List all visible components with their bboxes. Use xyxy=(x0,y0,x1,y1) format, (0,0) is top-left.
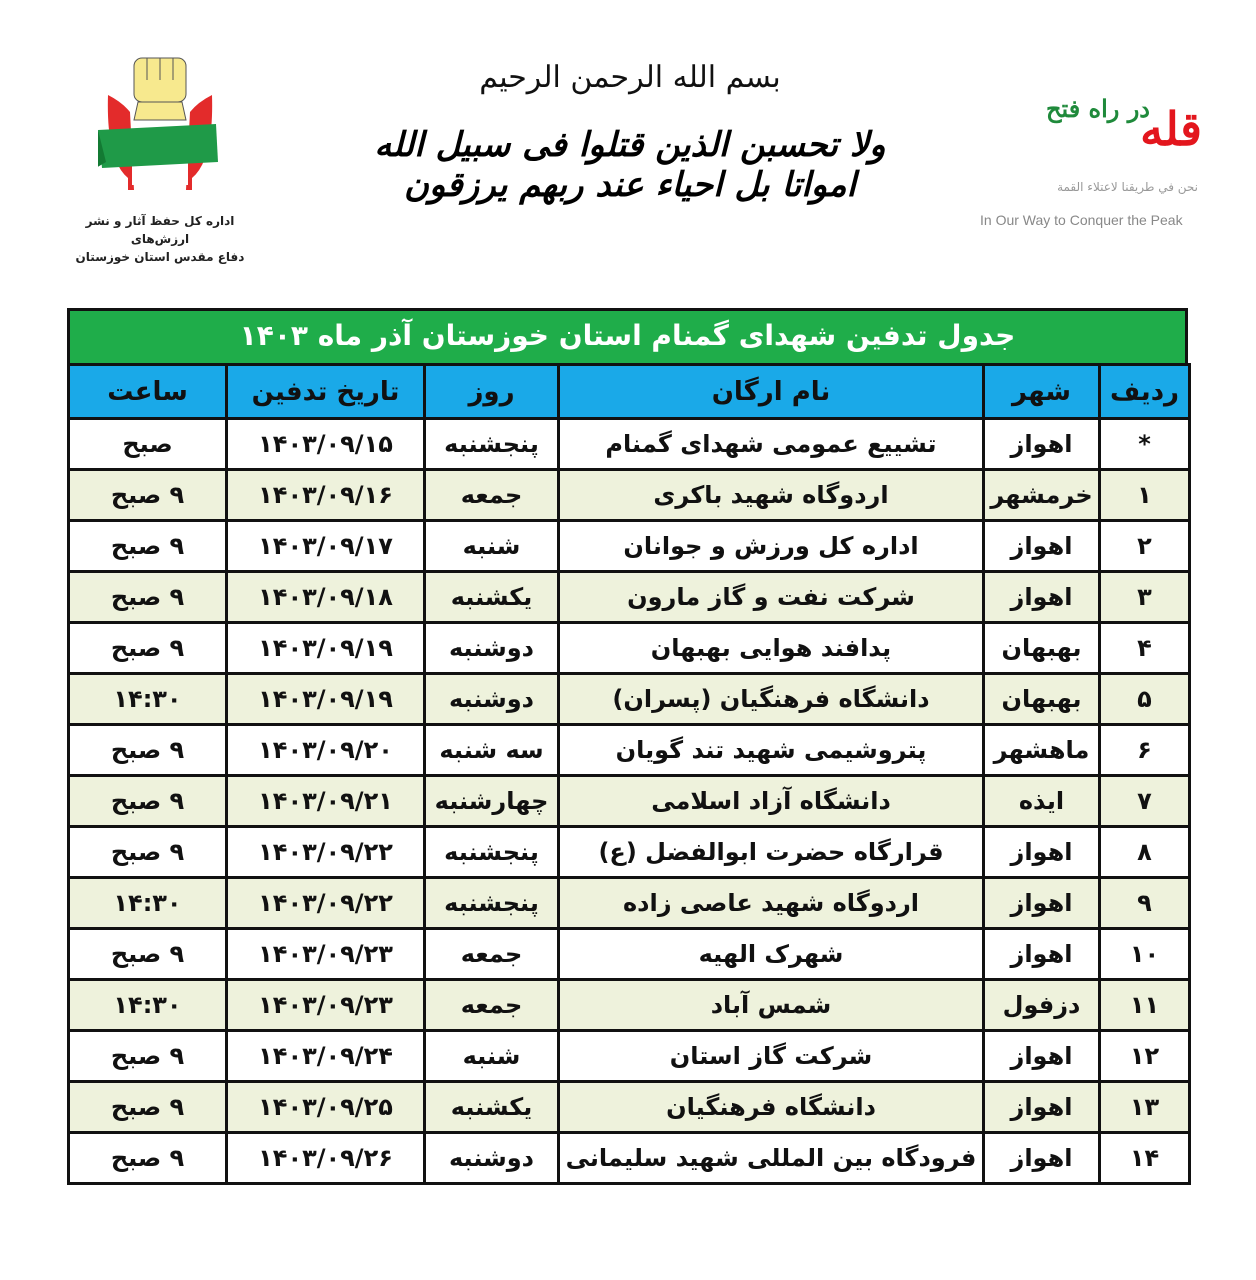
table-row xyxy=(69,929,1190,980)
cell-city: بهبهان xyxy=(984,674,1100,725)
table-row xyxy=(69,1082,1190,1133)
cell-date: ۱۴۰۳/۰۹/۱۵ xyxy=(227,419,425,470)
campaign-slogan-arabic: نحن في طريقنا لاعتلاء القمة xyxy=(1057,180,1198,194)
cell-city: اهواز xyxy=(984,1082,1100,1133)
cell-day: یکشنبه xyxy=(425,572,559,623)
table-row xyxy=(69,878,1190,929)
table-body xyxy=(69,419,1190,1184)
cell-day: پنجشنبه xyxy=(425,827,559,878)
calligraphy-heading xyxy=(340,40,920,240)
table-row xyxy=(69,674,1190,725)
cell-org: اداره کل ورزش و جوانان xyxy=(559,521,984,572)
cell-date: ۱۴۰۳/۰۹/۲۴ xyxy=(227,1031,425,1082)
cell-day: پنجشنبه xyxy=(425,878,559,929)
cell-day: جمعه xyxy=(425,980,559,1031)
cell-date: ۱۴۰۳/۰۹/۱۷ xyxy=(227,521,425,572)
cell-city: دزفول xyxy=(984,980,1100,1031)
cell-city: اهواز xyxy=(984,1133,1100,1184)
cell-day: دوشنبه xyxy=(425,623,559,674)
cell-day: سه شنبه xyxy=(425,725,559,776)
cell-org: شمس آباد xyxy=(559,980,984,1031)
bismillah-text: بسم الله الرحمن الرحیم xyxy=(479,60,781,95)
cell-city: اهواز xyxy=(984,572,1100,623)
cell-date: ۱۴۰۳/۰۹/۲۱ xyxy=(227,776,425,827)
cell-city: اهواز xyxy=(984,1031,1100,1082)
campaign-slogan-green: در راه فتح xyxy=(1045,94,1150,123)
cell-city: ماهشهر xyxy=(984,725,1100,776)
table-row xyxy=(69,980,1190,1031)
cell-row: ۲ xyxy=(1100,521,1190,572)
org-name xyxy=(60,212,260,266)
cell-date: ۱۴۰۳/۰۹/۱۸ xyxy=(227,572,425,623)
cell-org: فرودگاه بین المللی شهید سلیمانی xyxy=(559,1133,984,1184)
cell-row: ۱۲ xyxy=(1100,1031,1190,1082)
cell-row: ۱۴ xyxy=(1100,1133,1190,1184)
table-row xyxy=(69,725,1190,776)
cell-day: دوشنبه xyxy=(425,1133,559,1184)
cell-day: دوشنبه xyxy=(425,674,559,725)
cell-time: ۹ صبح xyxy=(69,776,227,827)
cell-row: ۱ xyxy=(1100,470,1190,521)
cell-row: ۱۳ xyxy=(1100,1082,1190,1133)
cell-time: ۹ صبح xyxy=(69,827,227,878)
cell-org: دانشگاه آزاد اسلامی xyxy=(559,776,984,827)
cell-time: ۹ صبح xyxy=(69,470,227,521)
page-header xyxy=(0,0,1256,300)
cell-date: ۱۴۰۳/۰۹/۱۹ xyxy=(227,623,425,674)
cell-org: شرکت گاز استان xyxy=(559,1031,984,1082)
table-header-row xyxy=(69,365,1190,419)
burial-schedule-table xyxy=(67,308,1188,1185)
cell-time: ۱۴:۳۰ xyxy=(69,878,227,929)
cell-org: پدافند هوایی بهبهان xyxy=(559,623,984,674)
cell-date: ۱۴۰۳/۰۹/۲۶ xyxy=(227,1133,425,1184)
column-header-day: روز xyxy=(425,365,559,419)
cell-time: ۹ صبح xyxy=(69,1031,227,1082)
cell-time: ۹ صبح xyxy=(69,572,227,623)
cell-time: ۹ صبح xyxy=(69,623,227,674)
cell-row: ۶ xyxy=(1100,725,1190,776)
cell-date: ۱۴۰۳/۰۹/۲۰ xyxy=(227,725,425,776)
cell-date: ۱۴۰۳/۰۹/۲۳ xyxy=(227,929,425,980)
campaign-slogan-red: قله xyxy=(1140,102,1202,156)
cell-day: پنجشنبه xyxy=(425,419,559,470)
cell-city: بهبهان xyxy=(984,623,1100,674)
table-row xyxy=(69,1031,1190,1082)
column-header-time: ساعت xyxy=(69,365,227,419)
cell-org: شرکت نفت و گاز مارون xyxy=(559,572,984,623)
raised-fist-emblem-icon xyxy=(98,50,222,200)
column-header-org: نام ارگان xyxy=(559,365,984,419)
cell-row: ۴ xyxy=(1100,623,1190,674)
cell-date: ۱۴۰۳/۰۹/۲۲ xyxy=(227,827,425,878)
table-row xyxy=(69,623,1190,674)
cell-time: ۱۴:۳۰ xyxy=(69,674,227,725)
cell-city: اهواز xyxy=(984,929,1100,980)
cell-row: ۳ xyxy=(1100,572,1190,623)
cell-date: ۱۴۰۳/۰۹/۲۲ xyxy=(227,878,425,929)
column-header-city: شهر xyxy=(984,365,1100,419)
cell-day: شنبه xyxy=(425,521,559,572)
table-title: جدول تدفین شهدای گمنام استان خوزستان آذر ماه ۱۴۰۳ xyxy=(67,308,1188,363)
campaign-slogan-english: In Our Way to Conquer the Peak xyxy=(980,212,1183,228)
table-row xyxy=(69,521,1190,572)
org-name-line1: اداره کل حفظ آثار و نشر ارزش‌های xyxy=(85,214,235,246)
cell-date: ۱۴۰۳/۰۹/۲۳ xyxy=(227,980,425,1031)
cell-time: ۹ صبح xyxy=(69,521,227,572)
cell-org: قرارگاه حضرت ابوالفضل (ع) xyxy=(559,827,984,878)
cell-org: اردوگاه شهید باکری xyxy=(559,470,984,521)
cell-date: ۱۴۰۳/۰۹/۲۵ xyxy=(227,1082,425,1133)
cell-org: پتروشیمی شهید تند گویان xyxy=(559,725,984,776)
cell-time: ۹ صبح xyxy=(69,1082,227,1133)
org-logo xyxy=(75,50,245,264)
cell-day: چهارشنبه xyxy=(425,776,559,827)
table-row xyxy=(69,419,1190,470)
cell-day: یکشنبه xyxy=(425,1082,559,1133)
cell-time: ۹ صبح xyxy=(69,725,227,776)
cell-org: تشییع عمومی شهدای گمنام xyxy=(559,419,984,470)
cell-day: شنبه xyxy=(425,1031,559,1082)
cell-org: دانشگاه فرهنگیان (پسران) xyxy=(559,674,984,725)
table-row xyxy=(69,470,1190,521)
cell-time: ۹ صبح xyxy=(69,1133,227,1184)
cell-time: صبح xyxy=(69,419,227,470)
cell-org: شهرک الهیه xyxy=(559,929,984,980)
column-header-row: ردیف xyxy=(1100,365,1190,419)
cell-date: ۱۴۰۳/۰۹/۱۶ xyxy=(227,470,425,521)
cell-row: ۵ xyxy=(1100,674,1190,725)
cell-city: خرمشهر xyxy=(984,470,1100,521)
cell-org: اردوگاه شهید عاصی زاده xyxy=(559,878,984,929)
table-row xyxy=(69,1133,1190,1184)
cell-city: اهواز xyxy=(984,419,1100,470)
cell-row: ۱۱ xyxy=(1100,980,1190,1031)
quran-verse-text: ولا تحسبن الذین قتلوا فی سبیل الله امواتا بل احیاء عند ربهم یرزقون xyxy=(374,125,886,205)
cell-day: جمعه xyxy=(425,929,559,980)
cell-city: اهواز xyxy=(984,827,1100,878)
cell-date: ۱۴۰۳/۰۹/۱۹ xyxy=(227,674,425,725)
cell-city: اهواز xyxy=(984,521,1100,572)
cell-row: ۷ xyxy=(1100,776,1190,827)
cell-city: اهواز xyxy=(984,878,1100,929)
cell-row: ۸ xyxy=(1100,827,1190,878)
cell-day: جمعه xyxy=(425,470,559,521)
column-header-date: تاریخ تدفین xyxy=(227,365,425,419)
table-row xyxy=(69,827,1190,878)
cell-org: دانشگاه فرهنگیان xyxy=(559,1082,984,1133)
cell-city: ایذه xyxy=(984,776,1100,827)
cell-row: ۱۰ xyxy=(1100,929,1190,980)
cell-time: ۱۴:۳۰ xyxy=(69,980,227,1031)
cell-row: * xyxy=(1100,419,1190,470)
cell-time: ۹ صبح xyxy=(69,929,227,980)
table-row xyxy=(69,776,1190,827)
cell-row: ۹ xyxy=(1100,878,1190,929)
org-name-line2: دفاع مقدس استان خوزستان xyxy=(75,250,245,264)
campaign-logo xyxy=(970,94,1210,240)
table-row xyxy=(69,572,1190,623)
